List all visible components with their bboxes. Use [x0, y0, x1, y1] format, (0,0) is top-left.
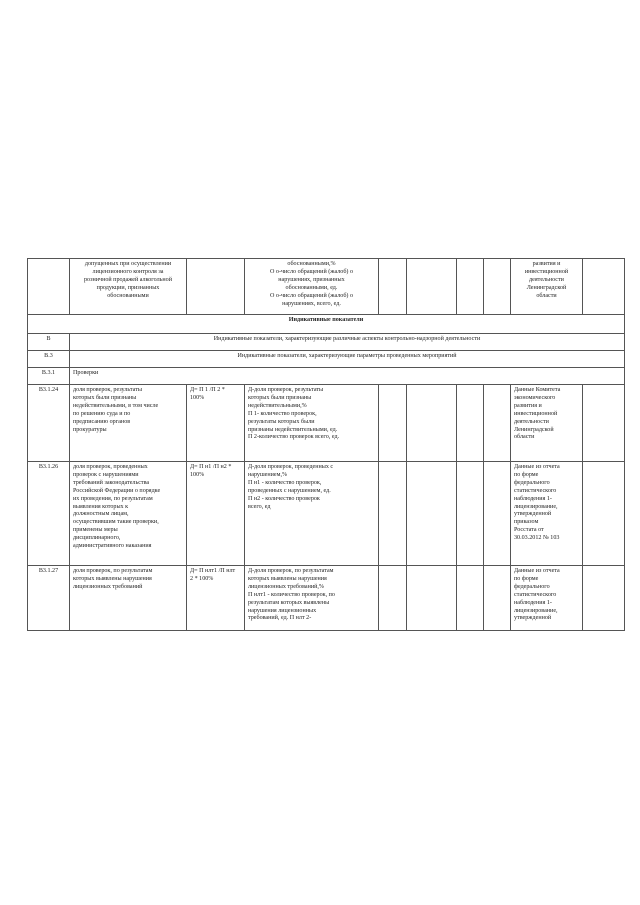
row-name: доля проверок, проведенных проверок с нарушениями требований законодательства Российской Федерации о порядке их проведения, по результатам выявления которых к должностным лицам, осуществившим такие проверки, применены меры дисциплинарного, административного наказания [70, 462, 187, 566]
group-title: Индикативные показатели, характеризующие параметры проведенных мероприятий [70, 351, 625, 368]
row-source: Данные из отчета по форме федерального статистического наблюдения 1- лицензирование, утвержденной приказом Росстата от 30.03.2012 № 103 [511, 462, 583, 566]
table-row [28, 462, 625, 566]
cell-empty [407, 566, 457, 631]
row-formula: Д= П 1 /П 2 * 100% [187, 385, 245, 462]
group-row-b3 [28, 351, 625, 368]
cell-empty [583, 566, 625, 631]
cell-empty [457, 385, 484, 462]
cell-empty [457, 462, 484, 566]
row-code: В3.1.27 [28, 566, 70, 631]
group-code: В.3.1 [28, 368, 70, 385]
cell-empty [457, 566, 484, 631]
group-title: Индикативные показатели, характеризующие различные аспекты контрольно-надзорной деятельности [70, 334, 625, 351]
cell-code-empty [28, 259, 70, 315]
continuation-row [28, 259, 625, 315]
row-name: доля проверок, по результатам которых выявлены нарушения лицензионных требований [70, 566, 187, 631]
section-header-row [28, 315, 625, 334]
cell-empty [407, 259, 457, 315]
cell-empty [583, 462, 625, 566]
row-description: Д-доля проверок, результаты которых были признаны недействительными,% П 1- количество проверок, результаты которых были признаны недействительными, ед. П 2-количество проверок всего, ед. [245, 385, 379, 462]
cell-empty [484, 566, 511, 631]
table-row [28, 566, 625, 631]
section-title: Индикативные показатели [28, 315, 625, 334]
row-source: Данные Комитета экономического развития и инвестиционной деятельности Ленинградской области [511, 385, 583, 462]
row-name: доля проверок, результаты которых были признаны недействительными, в том числе по решению суда и по предписанию органов прокуратуры [70, 385, 187, 462]
group-code: В.3 [28, 351, 70, 368]
row-description: Д-доля проверок, проведенных с нарушением,% П н1 - количество проверок, проведенных с нарушением, ед. П н2 - количество проверок всего, ед [245, 462, 379, 566]
cell-empty [457, 259, 484, 315]
cell-empty [484, 385, 511, 462]
cell-empty [407, 385, 457, 462]
group-title: Проверки [70, 368, 625, 385]
group-code: В [28, 334, 70, 351]
cell-empty [379, 259, 407, 315]
row-source: Данные из отчета по форме федерального статистического наблюдения 1- лицензирование, утвержденной [511, 566, 583, 631]
row-code: В3.1.24 [28, 385, 70, 462]
row-description: Д-доля проверок, по результатам которых выявлены нарушения лицензионных требований,% П нлт1 - количество проверок, по результатам которых выявлены нарушения лицензионных требований, ед. П нлт 2- [245, 566, 379, 631]
cell-empty [379, 462, 407, 566]
cell-empty [379, 566, 407, 631]
group-row-b [28, 334, 625, 351]
row-formula: Д= П н1 /П н2 * 100% [187, 462, 245, 566]
indicators-table [27, 258, 625, 631]
cell-empty [407, 462, 457, 566]
cell-source: развития и инвестиционной деятельности Ленинградской области [511, 259, 583, 315]
cell-formula-empty [187, 259, 245, 315]
group-row-b31 [28, 368, 625, 385]
table-row [28, 385, 625, 462]
cell-empty [484, 462, 511, 566]
cell-empty [484, 259, 511, 315]
cell-empty [583, 385, 625, 462]
row-formula: Д= П нлт1 /П нлт 2 * 100% [187, 566, 245, 631]
cell-indicator-name: допущенных при осуществлении лицензионного контроля за розничной продажей алкогольной продукции, признанных обоснованными [70, 259, 187, 315]
cell-description: обоснованными,% О о-число обращений (жалоб) о нарушениях, признанных обоснованными, ед. О о-число обращений (жалоб) о нарушениях, всего, ед. [245, 259, 379, 315]
cell-empty [379, 385, 407, 462]
cell-empty [583, 259, 625, 315]
row-code: В3.1.26 [28, 462, 70, 566]
